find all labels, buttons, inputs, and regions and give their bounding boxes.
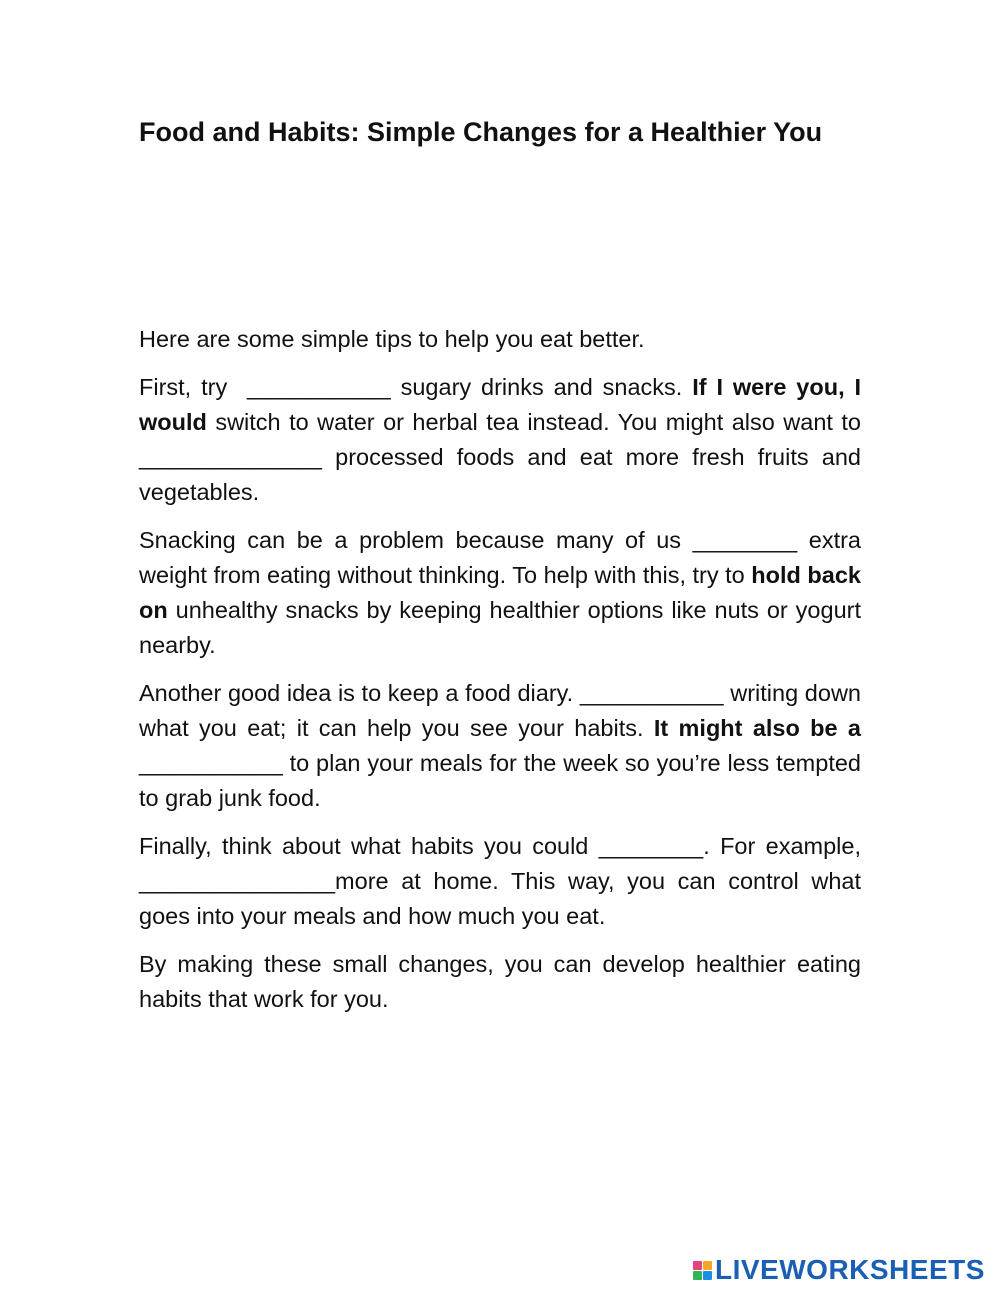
closing-paragraph: By making these small changes, you can develop healthier eating habits that work for you.: [139, 951, 861, 1012]
bold-phrase: It might also be a: [653, 715, 861, 741]
paragraph-1: [139, 370, 861, 510]
text: unhealthy snacks by keeping healthier options like nuts or yogurt nearby.: [139, 597, 861, 658]
blank-7[interactable]: _______________: [139, 868, 336, 894]
blank-2[interactable]: ______________: [139, 444, 322, 470]
text: First, try: [139, 374, 238, 400]
liveworksheets-logo: [693, 1255, 985, 1285]
blank-6[interactable]: ________: [598, 833, 704, 859]
paragraph-2: [139, 523, 861, 663]
logo-square: [693, 1271, 702, 1280]
blank-3[interactable]: ________: [692, 527, 798, 553]
text: to plan your meals for the week so you’re less tempted to grab junk food.: [139, 750, 861, 811]
worksheet-body: [139, 322, 861, 1030]
text: Another good idea is to keep a food diary.: [139, 680, 580, 706]
logo-text: LIVEWORKSHEETS: [715, 1254, 985, 1285]
worksheet-title: Food and Habits: Simple Changes for a Healthier You: [139, 117, 823, 147]
blank-5[interactable]: ___________: [139, 750, 283, 776]
text: Finally, think about what habits you could: [139, 833, 599, 859]
text: . For example,: [703, 833, 861, 859]
text: processed foods and eat more fresh fruits and vegetables.: [139, 444, 861, 505]
text: Snacking can be a problem because many of us: [139, 527, 693, 553]
text: more at home. This way, you can control what goes into your meals and how much you eat.: [139, 868, 861, 929]
bold-phrase: hold back on: [139, 562, 861, 623]
logo-square: [703, 1271, 712, 1280]
paragraph-3: [139, 676, 861, 816]
text: sugary drinks and snacks.: [390, 374, 693, 400]
intro-paragraph: Here are some simple tips to help you eat better.: [139, 326, 645, 352]
text: switch to water or herbal tea instead. You might also want to: [206, 409, 861, 435]
text: extra weight from eating without thinking. To help with this, try to: [139, 527, 861, 588]
logo-square: [703, 1261, 712, 1270]
text: writing down what you eat; it can help you see your habits.: [139, 680, 861, 741]
blank-4[interactable]: ___________: [579, 680, 724, 706]
logo-square: [693, 1261, 702, 1270]
paragraph-4: [139, 829, 861, 934]
logo-icon: [693, 1261, 712, 1280]
blank-1[interactable]: ___________: [237, 374, 391, 400]
bold-phrase: If I were you, I would: [139, 374, 862, 435]
